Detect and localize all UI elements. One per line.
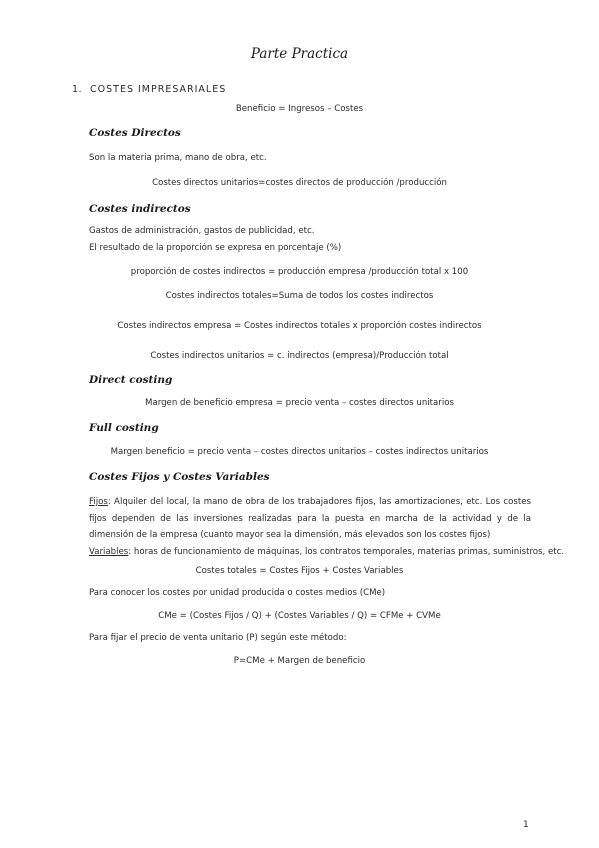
paragraph-variables: [89, 547, 564, 557]
costes-indirectos-text-1: Gastos de administración, gastos de publicidad, etc.: [89, 226, 315, 236]
heading-costes-indirectos: Costes indirectos: [89, 203, 191, 215]
heading-fijos-variables: Costes Fijos y Costes Variables: [89, 471, 270, 483]
text-costes-medios: Para conocer los costes por unidad producida o costes medios (CMe): [89, 588, 386, 598]
heading-direct-costing: Direct costing: [89, 374, 173, 386]
page-number: 1: [523, 820, 529, 830]
label-variables: Variables: [89, 547, 129, 557]
formula-direct-costing: Margen de beneficio empresa = precio venta – costes directos unitarios: [145, 398, 454, 408]
formula-costes-directos-unitarios: Costes directos unitarios=costes directos de producción /producción: [152, 178, 447, 188]
heading-full-costing: Full costing: [89, 422, 159, 434]
formula-indirectos-unitarios: Costes indirectos unitarios = c. indirectos (empresa)/Producción total: [150, 351, 449, 361]
label-fijos: Fijos: [89, 497, 108, 507]
formula-indirectos-totales: Costes indirectos totales=Suma de todos los costes indirectos: [165, 291, 434, 301]
section-number: 1.: [72, 84, 82, 95]
formula-precio: P=CMe + Margen de beneficio: [233, 656, 366, 666]
text-fijos: : Alquiler del local, la mano de obra de los trabajadores fijos, las amortizaciones, etc. Los costes fijos dependen de las inversiones realizadas para la puesta en marcha de la actividad y de la dimensión de la empresa (cuanto mayor sea la dimensión, más elevados son los costes fijos): [89, 497, 531, 540]
section-title: COSTES IMPRESARIALES: [90, 84, 227, 95]
formula-full-costing: Margen beneficio = precio venta – costes directos unitarios – costes indirectos unitarios: [110, 447, 489, 457]
costes-directos-text: Son la materia prima, mano de obra, etc.: [89, 153, 267, 163]
text-variables: : horas de funcionamiento de máquinas, los contratos temporales, materias primas, suministros, etc.: [128, 547, 565, 557]
text-precio: Para fijar el precio de venta unitario (P) según este método:: [89, 633, 347, 643]
heading-costes-directos: Costes Directos: [89, 127, 181, 139]
costes-indirectos-text-2: El resultado de la proporción se expresa en porcentaje (%): [89, 243, 342, 253]
formula-cme: CMe = (Costes Fijos / Q) + (Costes Variables / Q) = CFMe + CVMe: [158, 611, 441, 621]
page-title: Parte Practica: [250, 46, 349, 62]
formula-indirectos-empresa: Costes indirectos empresa = Costes indirectos totales x proporción costes indirectos: [117, 321, 482, 331]
formula-costes-totales: Costes totales = Costes Fijos + Costes Variables: [195, 566, 404, 576]
formula-beneficio: Beneficio = Ingresos – Costes: [235, 104, 364, 114]
paragraph-fijos: [89, 494, 531, 544]
formula-proporcion: proporción de costes indirectos = producción empresa /producción total x 100: [130, 267, 469, 277]
